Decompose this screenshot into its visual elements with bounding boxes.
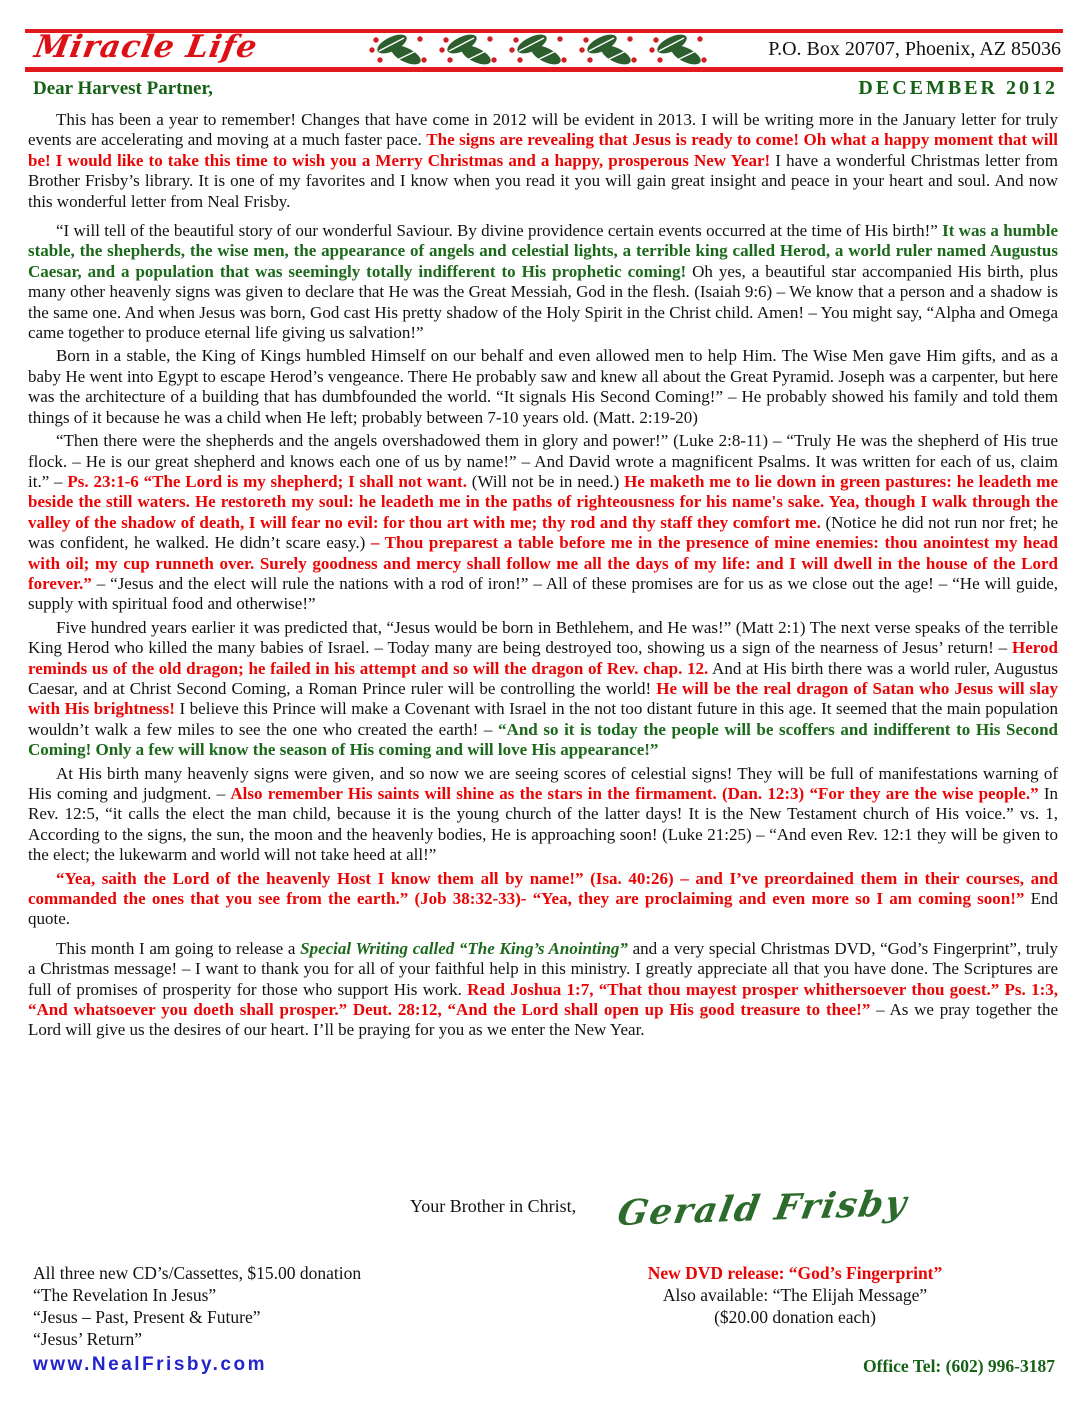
text-run: And at His birth there was a world ruler, Augustus Caesar, and at Christ Second Coming, a Roman Prince ruler will be controlling the world!: [28, 658, 1058, 698]
text-run: Five hundred years earlier it was predicted that, “Jesus would be born in Bethlehem, and He was!” (Matt 2:1) The next verse speaks of the terrible King Herod who killed the many babies of Israel. – Today many are being destroyed too, showing us a sign of the nearness of Jesus’ return! –: [28, 617, 1058, 658]
text-run: I believe this Prince will make a Covenant with Israel in the not too distant future in this age. It seemed that the main population wouldn’t walk a few miles to see the one who created the earth! –: [28, 699, 1058, 739]
text-run: End quote.: [28, 889, 1058, 929]
text-run: – Thou preparest a table before me in the presence of mine enemies: thou anointest my head with oil; my cup runneth over. Surely goodness and mercy shall follow me all the days of my life: and I will dwell in the house of the Lord forever.”: [28, 533, 1058, 593]
text-run: Born in a stable, the King of Kings humbled Himself on our behalf and even allowed men to help Him. The Wise Men gave Him gifts, and as a baby He went into Egypt to escape Herod’s vengeance. There He probably saw and knew all about the Great Pyramid. Joseph was a carpenter, but here was the architecture of a building that has dumbfounded the world. “It signals His Second Coming!” – He probably showed his family and told them things of it because he was a child when He left; probably between 7-10 years old. (Matt. 2:19-20): [28, 346, 1058, 427]
salutation: Dear Harvest Partner,: [33, 78, 213, 99]
paragraph-5: [28, 618, 1058, 761]
text-run: He maketh me to lie down in green pastures: he leadeth me beside the still waters. He restoreth my soul: he leadeth me in the paths of righteousness for his name's sake. Yea, though I walk through the valley of the shadow of death, I will fear no evil: for thou art with me; thy rod and thy staff they comfort me.: [28, 471, 1058, 532]
text-run: Special Writing called “The King’s Anointing”: [300, 938, 628, 958]
text-run: – “Jesus and the elect will rule the nations with a rod of iron!” – All of these promises are for us as we close out the age! – “He will guide, supply with spiritual food and otherwise!”: [28, 573, 1058, 614]
paragraph-1: [28, 110, 1058, 212]
text-run: Oh yes, a beautiful star accompanied His birth, plus many other heavenly signs was given to declare that He was the Great Messiah, God in the flesh. (Isaiah 9:6) – We know that a person and a shadow is the same one. And when Jesus was born, God cast His pretty shadow of the Holy Spirit in the Christ child. Amen! – You might say, “Alpha and Omega came together to produce eternal life giving us salvation!”: [28, 261, 1058, 343]
cd-title: “Jesus – Past, Present & Future”: [33, 1307, 261, 1327]
text-run: “Then there were the shepherds and the angels overshadowed them in glory and power!” (Luke 2:8-11) – “Truly He was the shepherd of His true flock. – He is our great shepherd and knows each one of us by name!” – And David wrote a magnificent Psalms. It was written for each of us, claim it.” –: [28, 431, 1058, 491]
greeting-row: [33, 77, 1058, 100]
dvd-also-available: Also available: “The Elijah Message”: [662, 1285, 928, 1305]
cd-offer-heading: All three new CD’s/Cassettes, $15.00 donation: [33, 1263, 362, 1283]
paragraph-3: [28, 346, 1058, 428]
text-run: (Will not be in need.): [466, 471, 625, 491]
text-run: “Yea, saith the Lord of the heavenly Host I know them all by name!” (Isa. 40:26) – and I’ve preordained them in their courses, and commanded the ones that you see from the earth.” (Job 38:32-33)- “Yea, they are proclaiming and even more so I am coming soon!”: [28, 868, 1058, 909]
text-run: Herod reminds us of the old dragon; he failed in his attempt and so will the dragon of Rev. chap. 12.: [28, 638, 1058, 678]
letterhead: [25, 29, 1063, 67]
cd-title: “The Revelation In Jesus”: [33, 1285, 217, 1305]
text-run: (Notice he did not run nor fret; he was confident, he walked. He didn’t scare easy.): [28, 512, 1058, 553]
paragraph-8: [28, 939, 1058, 1041]
office-telephone: Office Tel: (602) 996-3187: [863, 1356, 1055, 1376]
text-run: I have a wonderful Christmas letter from Brother Frisby’s library. It is one of my favorites and I know when you read it you will gain great insight and peace in your heart and soul. And now this wonderful letter from Neal Frisby.: [28, 150, 1059, 211]
holly-garland-icon: [368, 32, 712, 68]
text-run: This has been a year to remember! Changes that have come in 2012 will be evident in 2013. I will be writing more in the January letter for truly events are accelerating and moving at a much faster pace.: [28, 110, 1058, 150]
text-run: Read Joshua 1:7, “That thou mayest prosper whithersoever thou goest.” Ps. 1:3, “And whatsoever you doeth shall prosper.” Deut. 28:12, “And the Lord shall open up His good treasure to thee!”: [28, 979, 1058, 1020]
dvd-announcement: [560, 1262, 1030, 1328]
cd-offer-list: [33, 1262, 361, 1350]
text-run: The signs are revealing that Jesus is ready to come! Oh what a happy moment that will be! I would like to take this time to wish you a Merry Christmas and a happy, prosperous New Year!: [28, 130, 1058, 170]
text-run: It was a humble stable, the shepherds, the wise men, the appearance of angels and celestial lights, a terrible king called Herod, a world ruler named Augustus Caesar, and a population that was seemingly totally indifferent to His prophetic coming!: [28, 221, 1058, 281]
cd-title: “Jesus’ Return”: [33, 1329, 143, 1349]
paragraph-4: [28, 431, 1058, 615]
text-run: At His birth many heavenly signs were given, and so now we are seeing scores of celestial signs! They will be full of manifestations warning of His coming and judgment. –: [28, 763, 1058, 803]
paragraph-7: [28, 869, 1058, 930]
text-run: “And so it is today the people will be scoffers and indifferent to His Second Coming! Only a few will know the season of His coming and will love His appearance!”: [28, 719, 1058, 760]
header-rule-bottom: [25, 67, 1063, 72]
paragraph-6: [28, 764, 1058, 866]
po-box-address: P.O. Box 20707, Phoenix, AZ 85036: [768, 38, 1061, 60]
text-run: Also remember His saints will shine as the stars in the firmament. (Dan. 12:3) “For they are the wise people.”: [230, 784, 1039, 803]
text-run: He will be the real dragon of Satan who Jesus will slay with His brightness!: [28, 678, 1058, 719]
paragraph-2: [28, 221, 1058, 343]
text-run: This month I am going to release a: [56, 938, 301, 958]
text-run: Ps. 23:1-6 “The Lord is my shepherd; I shall not want.: [67, 471, 467, 491]
dvd-price: ($20.00 donation each): [714, 1307, 876, 1327]
closing-line: Your Brother in Christ,: [410, 1196, 577, 1216]
text-run: “I will tell of the beautiful story of our wonderful Saviour. By divine providence certain events occurred at the time of His birth!”: [56, 221, 943, 241]
letter-body: [28, 110, 1058, 1044]
website-link[interactable]: www.NealFrisby.com: [33, 1354, 267, 1375]
letter-date: DECEMBER 2012: [858, 77, 1058, 99]
miracle-life-logo: Miracle Life: [31, 29, 261, 65]
text-run: In Rev. 12:5, “it calls the elect the man child, because it is the young church of the latter days! It is the New Testament church of His voice.” vs. 1, According to the signs, the sun, the moon and the heavenly bodies, He is approaching soon! (Luke 21:25) – “And even Rev. 12:1 they will be given to the elect; the lukewarm and world will not take heed at all!”: [28, 784, 1058, 865]
text-run: and a very special Christmas DVD, “God’s Fingerprint”, truly a Christmas message! – I want to thank you for all of your faithful help in this ministry. I greatly appreciate all that you have done. The Scriptures are full of promises of prosperity for those who support His work.: [28, 938, 1058, 999]
signature: Gerald Frisby: [614, 1182, 912, 1235]
text-run: – As we pray together the Lord will give us the desires of our heart. I’ll be praying for you as we enter the New Year.: [28, 1000, 1058, 1040]
dvd-release-title: New DVD release: “God’s Fingerprint”: [647, 1263, 943, 1283]
